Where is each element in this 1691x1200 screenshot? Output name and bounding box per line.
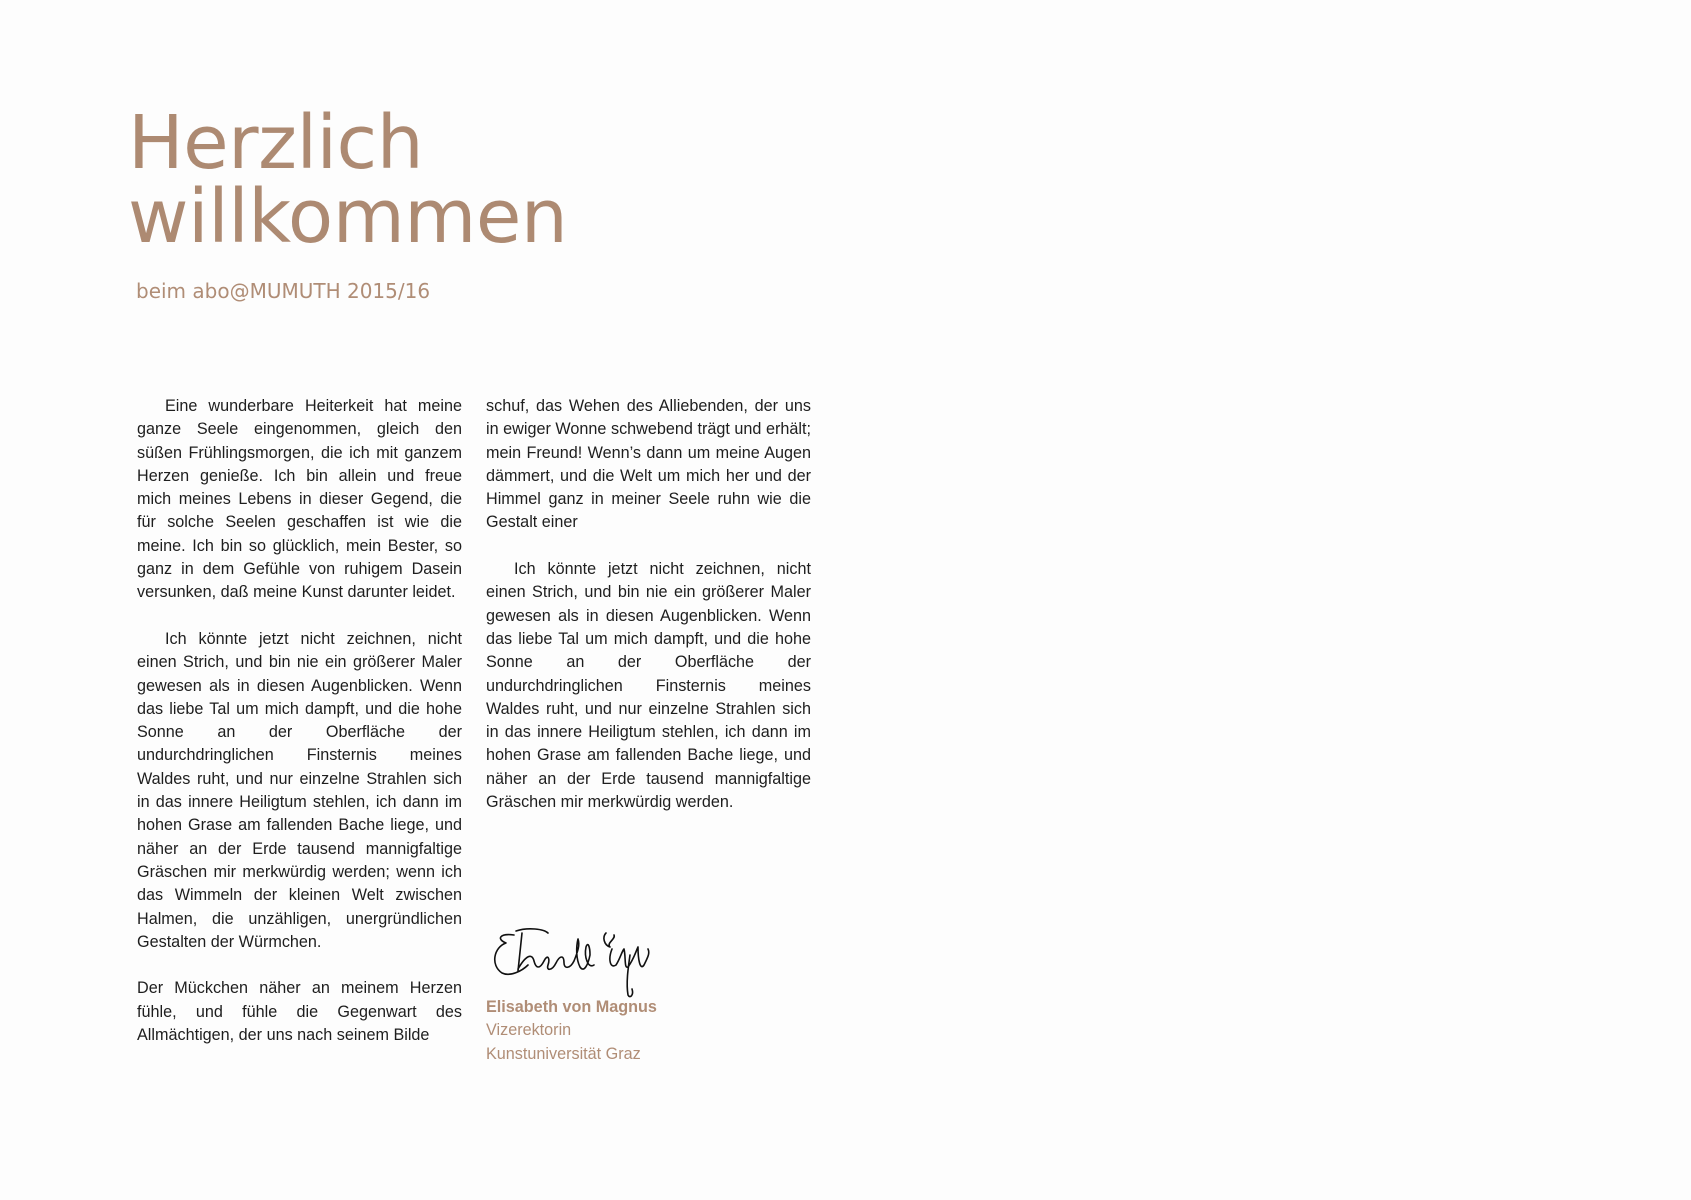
text-column-right bbox=[486, 395, 811, 838]
page-title-line-1: Herzlich bbox=[128, 100, 424, 186]
signer-organization: Kunstuniversität Graz bbox=[486, 1044, 641, 1063]
body-paragraph: Ich könnte jetzt nicht zeichnen, nicht einen Strich, und bin nie ein größerer Maler gewesen als in diesen Augenblicken. Wenn das liebe Tal um mich dampft, und die hohe Sonne an der Oberfläche der undurchdringlichen Finsternis meines Waldes ruht, und nur einzelne Strahlen sich in das innere Heiligtum stehlen, ich dann im hohen Grase am fallenden Bache liege, und näher an der Erde tausend mannigfaltige Gräschen mir merkwürdig werden; wenn ich das Wimmeln der kleinen Welt zwischen Halmen, die unzähligen, unergründlichen Gestalten der Würmchen. bbox=[137, 629, 462, 951]
body-paragraph: Der Mückchen näher an meinem Herzen fühle, und fühle die Gegenwart des Allmächtigen, der uns nach seinem Bilde bbox=[137, 979, 462, 1045]
body-paragraph: Ich könnte jetzt nicht zeichnen, nicht einen Strich, und bin nie ein größerer Maler gewesen als in diesen Augenblicken. Wenn das liebe Tal um mich dampft, und die hohe Sonne an der Oberfläche der undurchdringlichen Finsternis meines Waldes ruht, und nur einzelne Strahlen sich in das innere Heiligtum stehlen, ich dann im hohen Grase am fallenden Bache liege, und näher an der Erde tausend mannigfaltige Gräschen mir merkwürdig werden. bbox=[486, 560, 811, 812]
text-column-left bbox=[137, 395, 462, 1071]
signer-role: Vizerektorin bbox=[486, 1021, 572, 1040]
page-title bbox=[128, 100, 568, 260]
signer-name: Elisabeth von Magnus bbox=[486, 998, 657, 1016]
page-title-line-2: willkommen bbox=[128, 174, 568, 260]
body-paragraph: schuf, das Wehen des Alliebenden, der uns in ewiger Wonne schwebend trägt und erhält; mein Freund! Wenn’s dann um meine Augen dämmert, und die Welt um mich her und der Himmel ganz in meiner Seele ruhn wie die Gestalt einer bbox=[486, 397, 811, 532]
handwritten-signature bbox=[488, 925, 660, 1000]
page-subtitle: beim abo@MUMUTH 2015/16 bbox=[136, 279, 431, 303]
signer-block bbox=[486, 996, 657, 1066]
body-paragraph: Eine wunderbare Heiterkeit hat meine ganze Seele eingenommen, gleich den süßen Frühlingsmorgen, die ich mit ganzem Herzen genieße. Ich bin allein und freue mich meines Lebens in dieser Gegend, die für solche Seelen geschaffen ist wie die meine. Ich bin so glücklich, mein Bester, so ganz in dem Gefühle von ruhigem Dasein versunken, daß meine Kunst darunter leidet. bbox=[137, 397, 462, 602]
